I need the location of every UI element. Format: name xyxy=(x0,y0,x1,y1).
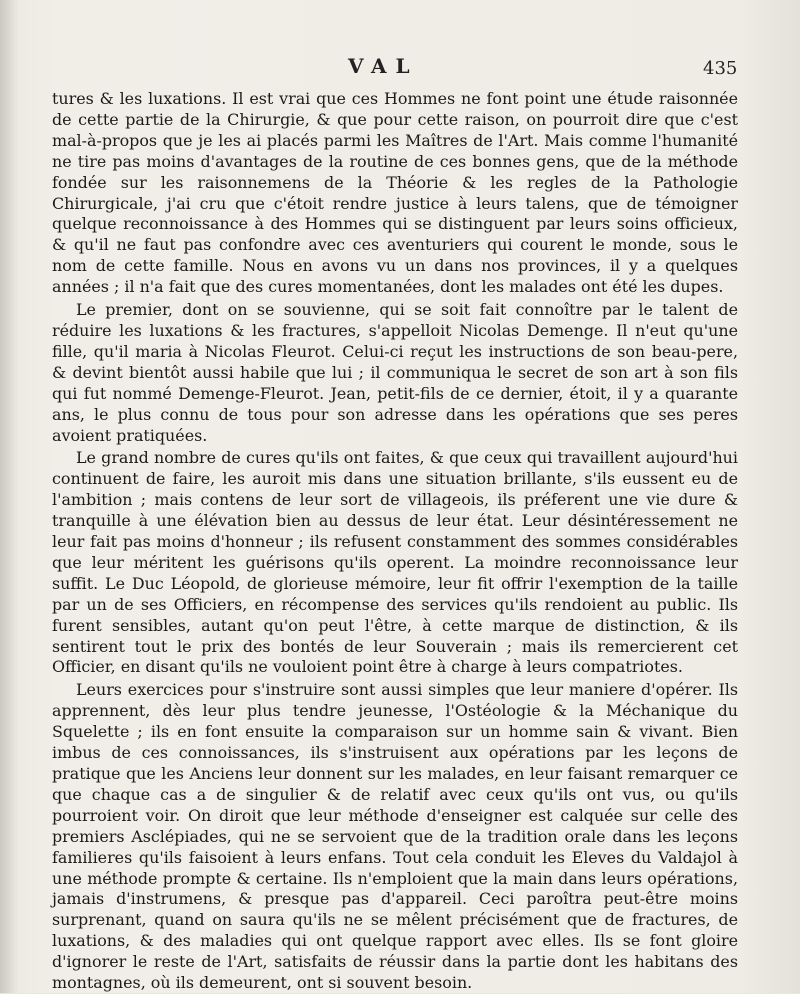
body-text xyxy=(52,89,738,994)
paragraph: tures & les luxations. Il est vrai que ces Hommes ne font point une étude raisonnée de cette partie de la Chirurgie, & que pour cette raison, on pourroit dire que c'est mal-à-propos que je les ai placés parmi les Maîtres de l'Art. Mais comme l'humanité ne tire pas moins d'avantages de la routine de ces bonnes gens, que de la méthode fondée sur les raisonnemens de la Théorie & les regles de la Pathologie Chirurgicale, j'ai cru que c'étoit rendre justice à leurs talens, que de témoigner quelque reconnoissance à des Hommes qui se distinguent par leurs soins officieux, & qu'il ne faut pas confondre avec ces aventuriers qui courent le monde, sous le nom de cette famille. Nous en avons vu un dans nos provinces, il y a quelques années ; il n'a fait que des cures momentanées, dont les malades ont été les dupes. xyxy=(52,89,738,297)
paragraph: Le premier, dont on se souvienne, qui se soit fait connoître par le talent de réduire les luxations & les fractures, s'appelloit Nicolas Demenge. Il n'eut qu'une fille, qu'il maria à Nicolas Fleurot. Celui-ci reçut les instructions de son beau-pere, & devint bientôt aussi habile que lui ; il communiqua le secret de son art à son fils qui fut nommé Demenge-Fleurot. Jean, petit-fils de ce dernier, étoit, il y a quarante ans, le plus connu de tous pour son adresse dans les opérations que ses peres avoient pratiquées. xyxy=(52,300,738,445)
running-head xyxy=(0,54,800,84)
paragraph: Le grand nombre de cures qu'ils ont faites, & que ceux qui travaillent aujourd'hui continuent de faire, les auroit mis dans une situation brillante, s'ils eussent eu de l'ambition ; mais contens de leur sort de villageois, ils préferent une vie dure & tranquille à une élévation bien au dessus de leur état. Leur désintéressement ne leur fait pas moins d'honneur ; ils refusent constamment des sommes considérables que leur méritent les guérisons qu'ils operent. La moindre reconnoissance leur suffit. Le Duc Léopold, de glorieuse mémoire, leur fit offrir l'exemption de la taille par un de ses Officiers, en récompense des services qu'ils rendoient au public. Ils furent sensibles, autant qu'on peut l'être, à cette marque de distinction, & ils sentirent tout le prix des bontés de leur Souverain ; mais ils remercierent cet Officier, en disant qu'ils ne vouloient point être à charge à leurs compatriotes. xyxy=(52,448,738,677)
running-head-title: VAL xyxy=(348,54,419,78)
page-gutter-shadow xyxy=(0,0,18,993)
paragraph: Leurs exercices pour s'instruire sont aussi simples que leur maniere d'opérer. Ils apprennent, dès leur plus tendre jeunesse, l'Ostéologie & la Méchanique du Squelette ; ils en font ensuite la comparaison sur un homme sain & vivant. Bien imbus de ces connoissances, ils s'instruisent aux opérations par les leçons de pratique que les Anciens leur donnent sur les malades, en leur faisant remarquer ce que chaque cas a de singulier & de relatif avec ceux qu'ils ont vus, ou qu'ils pourroient voir. On diroit que leur méthode d'enseigner est calquée sur celle des premiers Asclépiades, qui ne se servoient que de la tradition orale dans les leçons familieres qu'ils faisoient à leurs enfans. Tout cela conduit les Eleves du Valdajol à une méthode prompte & certaine. Ils n'emploient que la main dans leurs opérations, jamais d'instrumens, & presque pas d'appareil. Ceci paroîtra peut-être moins surprenant, quand on saura qu'ils ne se mêlent précisément que de fractures, de luxations, & des maladies qui ont quelque rapport avec elles. Ils se font gloire d'ignorer le reste de l'Art, satisfaits de réussir dans la partie dont les habitans des montagnes, où ils demeurent, ont si souvent besoin. xyxy=(52,680,738,993)
page-number: 435 xyxy=(703,58,738,79)
